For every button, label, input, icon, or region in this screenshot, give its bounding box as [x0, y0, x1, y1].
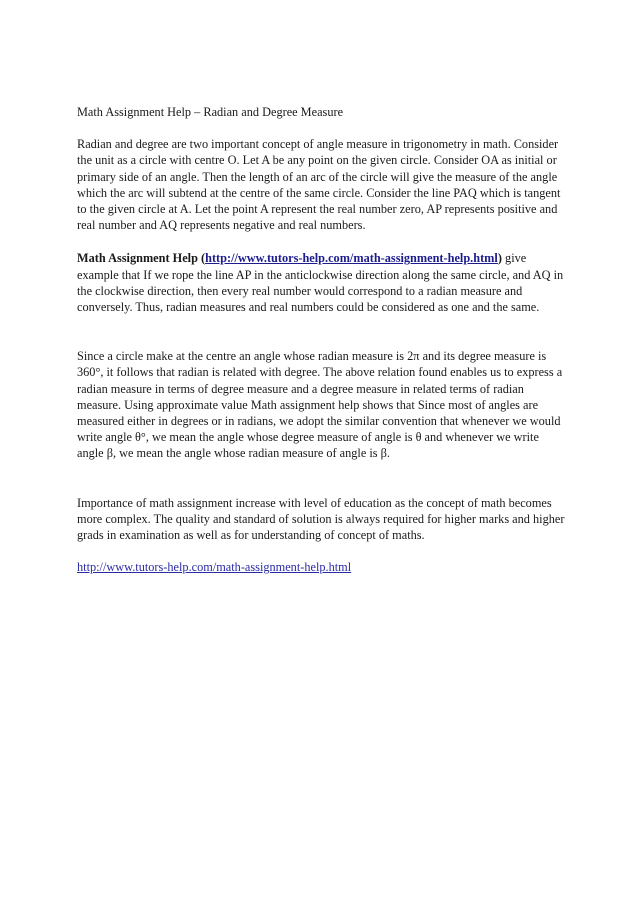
paragraph-circle-angle: Since a circle make at the centre an angle whose radian measure is 2π and its degree measure is 360°, it follows that radian is related with degree. The above relation found enables us to express a radian measure in terms of degree measure and a degree measure in related terms of radian measure. Using approximate value Math assignment help shows that Since most of angles are measured either in degrees or in radians, we adopt the similar convention that whenever we would write angle θ°, we mean the angle whose degree measure of angle is θ and whenever we write angle β, we mean the angle whose radian measure of angle is β. — [77, 349, 563, 461]
footer-link-paragraph — [77, 559, 567, 575]
open-paren: ( — [197, 251, 206, 266]
paragraph-math-assignment-help — [77, 250, 567, 315]
close-paren: ) — [497, 251, 502, 266]
paragraph-importance: Importance of math assignment increase with level of education as the concept of math becomes more complex. The quality and standard of solution is always required for higher marks and higher grads in examination as well as for understanding of concept of maths. — [77, 495, 565, 543]
document-page — [77, 104, 567, 575]
paragraph-rest-text: give example that If we rope the line AP in the anticlockwise direction along the same circle, and AQ in the clockwise direction, then every real number would correspond to a radian measure and conversely. Thus, radian measures and real numbers could be considered as one and the same. — [77, 251, 564, 315]
inline-tutors-help-link[interactable]: http://www.tutors-help.com/math-assignment-help.html — [205, 251, 498, 266]
paragraph-radian-degree-intro: Radian and degree are two important concept of angle measure in trigonometry in math. Consider the unit as a circle with centre O. Let A be any point on the given circle. Consider OA as initial or primary side of an angle. Then the length of an arc of the circle will give the measure of the angle which the arc will subtend at the centre of the same circle. Consider the line PAQ which is tangent to the given circle at A. Let the point A represent the real number zero, AP represents positive and real number and AQ represents negative and real numbers. — [77, 137, 561, 233]
paragraph-lead-text: Math Assignment Help — [77, 251, 198, 266]
footer-tutors-help-link[interactable]: http://www.tutors-help.com/math-assignment-help.html — [77, 560, 352, 575]
document-title: Math Assignment Help – Radian and Degree Measure — [77, 105, 344, 119]
